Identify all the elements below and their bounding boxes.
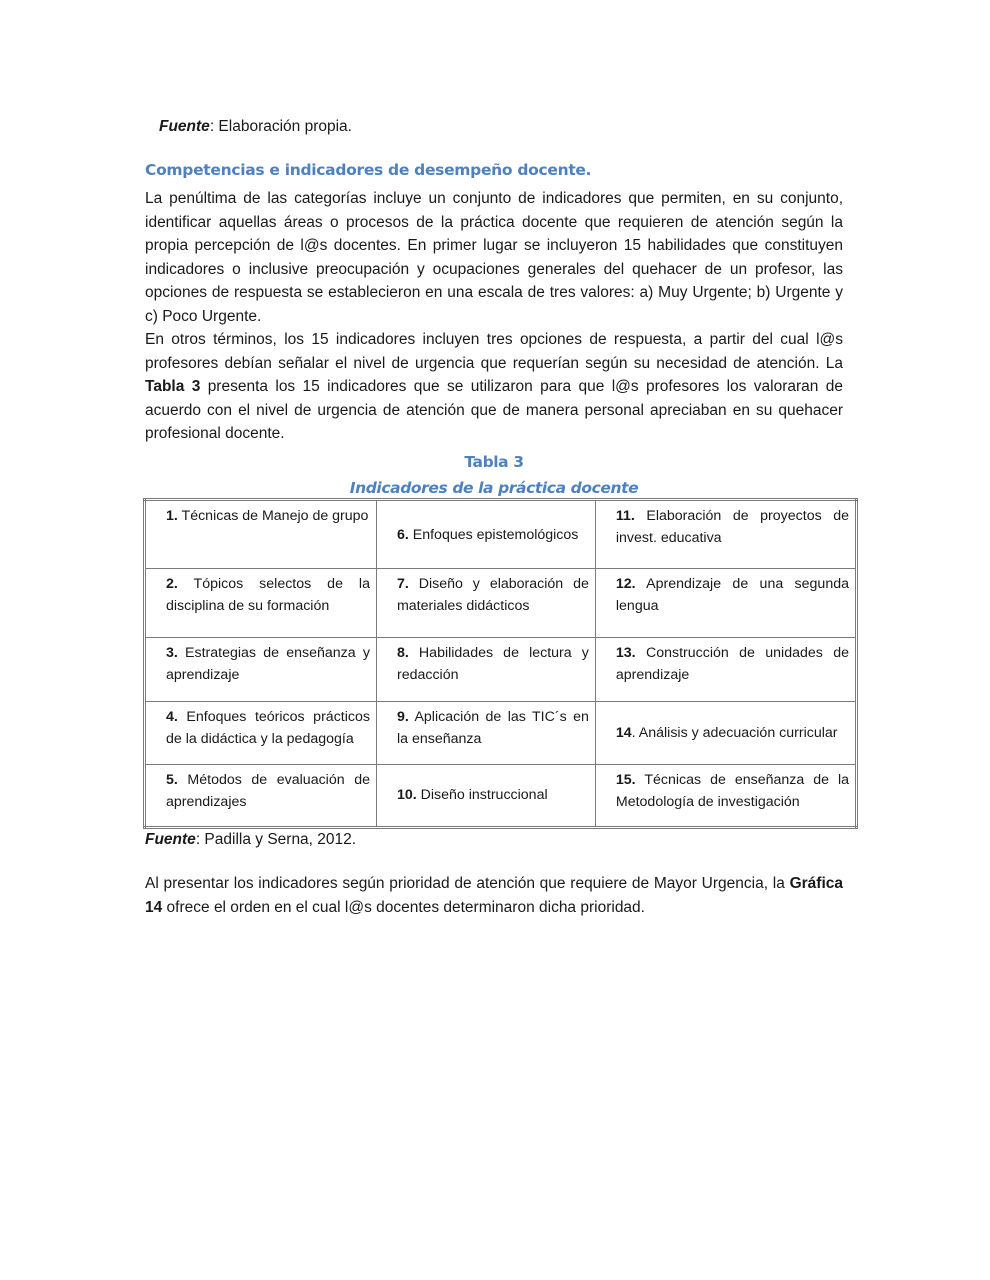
indicator-cell (145, 764, 377, 827)
paragraph-3-text-a: Al presentar los indicadores según prioridad de atención que requiere de Mayor Urgencia, la (145, 875, 790, 892)
table-subtitle: Indicadores de la práctica docente (349, 479, 639, 497)
paragraph-3-text-b: ofrece el orden en el cual l@s docentes determinaron dicha prioridad. (162, 898, 645, 916)
indicator-cell (145, 569, 377, 638)
indicator-number: 2. (166, 576, 178, 593)
table-row (145, 569, 857, 638)
indicator-text: Técnicas de enseñanza de la Metodología de investigación (615, 771, 849, 810)
indicator-number: 14 (615, 724, 632, 741)
indicator-text: Aprendizaje de una segunda lengua (615, 576, 849, 615)
indicator-cell (595, 701, 856, 764)
table-row (145, 764, 857, 827)
indicator-number: 9. (396, 708, 409, 725)
indicator-number: 15. (615, 771, 636, 788)
table-caption (145, 449, 843, 501)
paragraph-2-text-b: presenta los 15 indicadores que se utilizaron para que l@s profesores los valoraran de acuerdo con el nivel de urgencia de atención que de manera personal apreciaban en su quehacer profesional docente. (145, 378, 844, 442)
indicator-cell (595, 638, 856, 701)
indicator-number: 10. (396, 787, 417, 804)
table-title: Tabla 3 (464, 453, 524, 471)
table-reference: Tabla 3 (145, 378, 201, 395)
chart-reference: Gráfica 14 (145, 875, 843, 916)
source-label: Fuente (145, 831, 196, 848)
indicator-number: 5. (166, 771, 178, 788)
indicator-text: Tópicos selectos de la disciplina de su formación (166, 576, 370, 615)
indicator-cell (595, 500, 856, 569)
indicator-cell (376, 701, 595, 764)
indicator-text: Construcción de unidades de aprendizaje (615, 645, 849, 684)
indicator-text: Diseño y elaboración de materiales didácticos (396, 576, 589, 615)
indicator-number: 1. (166, 508, 178, 524)
indicator-cell (376, 638, 595, 701)
indicator-cell (376, 569, 595, 638)
source-text: : Elaboración propia. (209, 118, 352, 135)
indicator-text: Estrategias de enseñanza y aprendizaje (166, 645, 370, 684)
source-label: Fuente (159, 118, 210, 135)
indicator-number: 13. (615, 645, 636, 662)
indicator-number: 6. (396, 526, 409, 543)
indicator-cell (145, 638, 377, 701)
indicator-number: 7. (396, 576, 409, 593)
paragraph-3 (145, 872, 843, 919)
indicator-number: 4. (166, 708, 178, 725)
indicator-text: Diseño instruccional (416, 787, 548, 804)
indicators-table (143, 498, 858, 829)
indicator-cell (595, 764, 856, 827)
paragraph-2-text-a: En otros términos, los 15 indicadores incluyen tres opciones de respuesta, a partir del cual l@s profesores debían señalar el nivel de urgencia que requerían según su necesidad de atención. La (145, 331, 843, 372)
indicator-cell (145, 500, 377, 569)
indicator-cell (595, 569, 856, 638)
section-heading: Competencias e indicadores de desempeño docente. (145, 161, 592, 179)
indicator-cell (376, 500, 595, 569)
indicator-text: Técnicas de Manejo de grupo (177, 508, 369, 524)
indicator-number: 8. (396, 645, 409, 662)
indicator-number: 3. (166, 645, 178, 662)
indicator-text: Enfoques epistemológicos (408, 526, 579, 543)
indicator-text: Habilidades de lectura y redacción (396, 645, 589, 684)
paragraph-2 (145, 328, 843, 446)
indicator-text: Enfoques teóricos prácticos de la didáctica y la pedagogía (166, 708, 370, 747)
table-row (145, 638, 857, 701)
table-row (145, 500, 857, 569)
indicator-cell (145, 701, 377, 764)
indicator-text: Elaboración de proyectos de invest. educativa (615, 508, 849, 546)
indicator-cell (376, 764, 595, 827)
indicator-text: . Análisis y adecuación curricular (631, 724, 838, 741)
indicator-number: 12. (615, 576, 636, 593)
indicator-number: 11. (615, 508, 635, 524)
source-note-top (159, 117, 352, 137)
table-row (145, 701, 857, 764)
paragraph-1: La penúltima de las categorías incluye un conjunto de indicadores que permiten, en su conjunto, identificar aquellas áreas o procesos de la práctica docente que requieren de atención según la propia percepción de l@s docentes. En primer lugar se incluyeron 15 habilidades que constituyen indicadores o inclusive preocupación y ocupaciones generales del quehacer de un profesor, las opciones de respuesta se establecieron en una escala de tres valores: a) Muy Urgente; b) Urgente y c) Poco Urgente. (145, 190, 843, 325)
source-note-bottom (145, 830, 356, 850)
indicator-text: Aplicación de las TIC´s en la enseñanza (396, 708, 589, 747)
source-text: : Padilla y Serna, 2012. (195, 831, 357, 848)
indicator-text: Métodos de evaluación de aprendizajes (166, 771, 370, 810)
